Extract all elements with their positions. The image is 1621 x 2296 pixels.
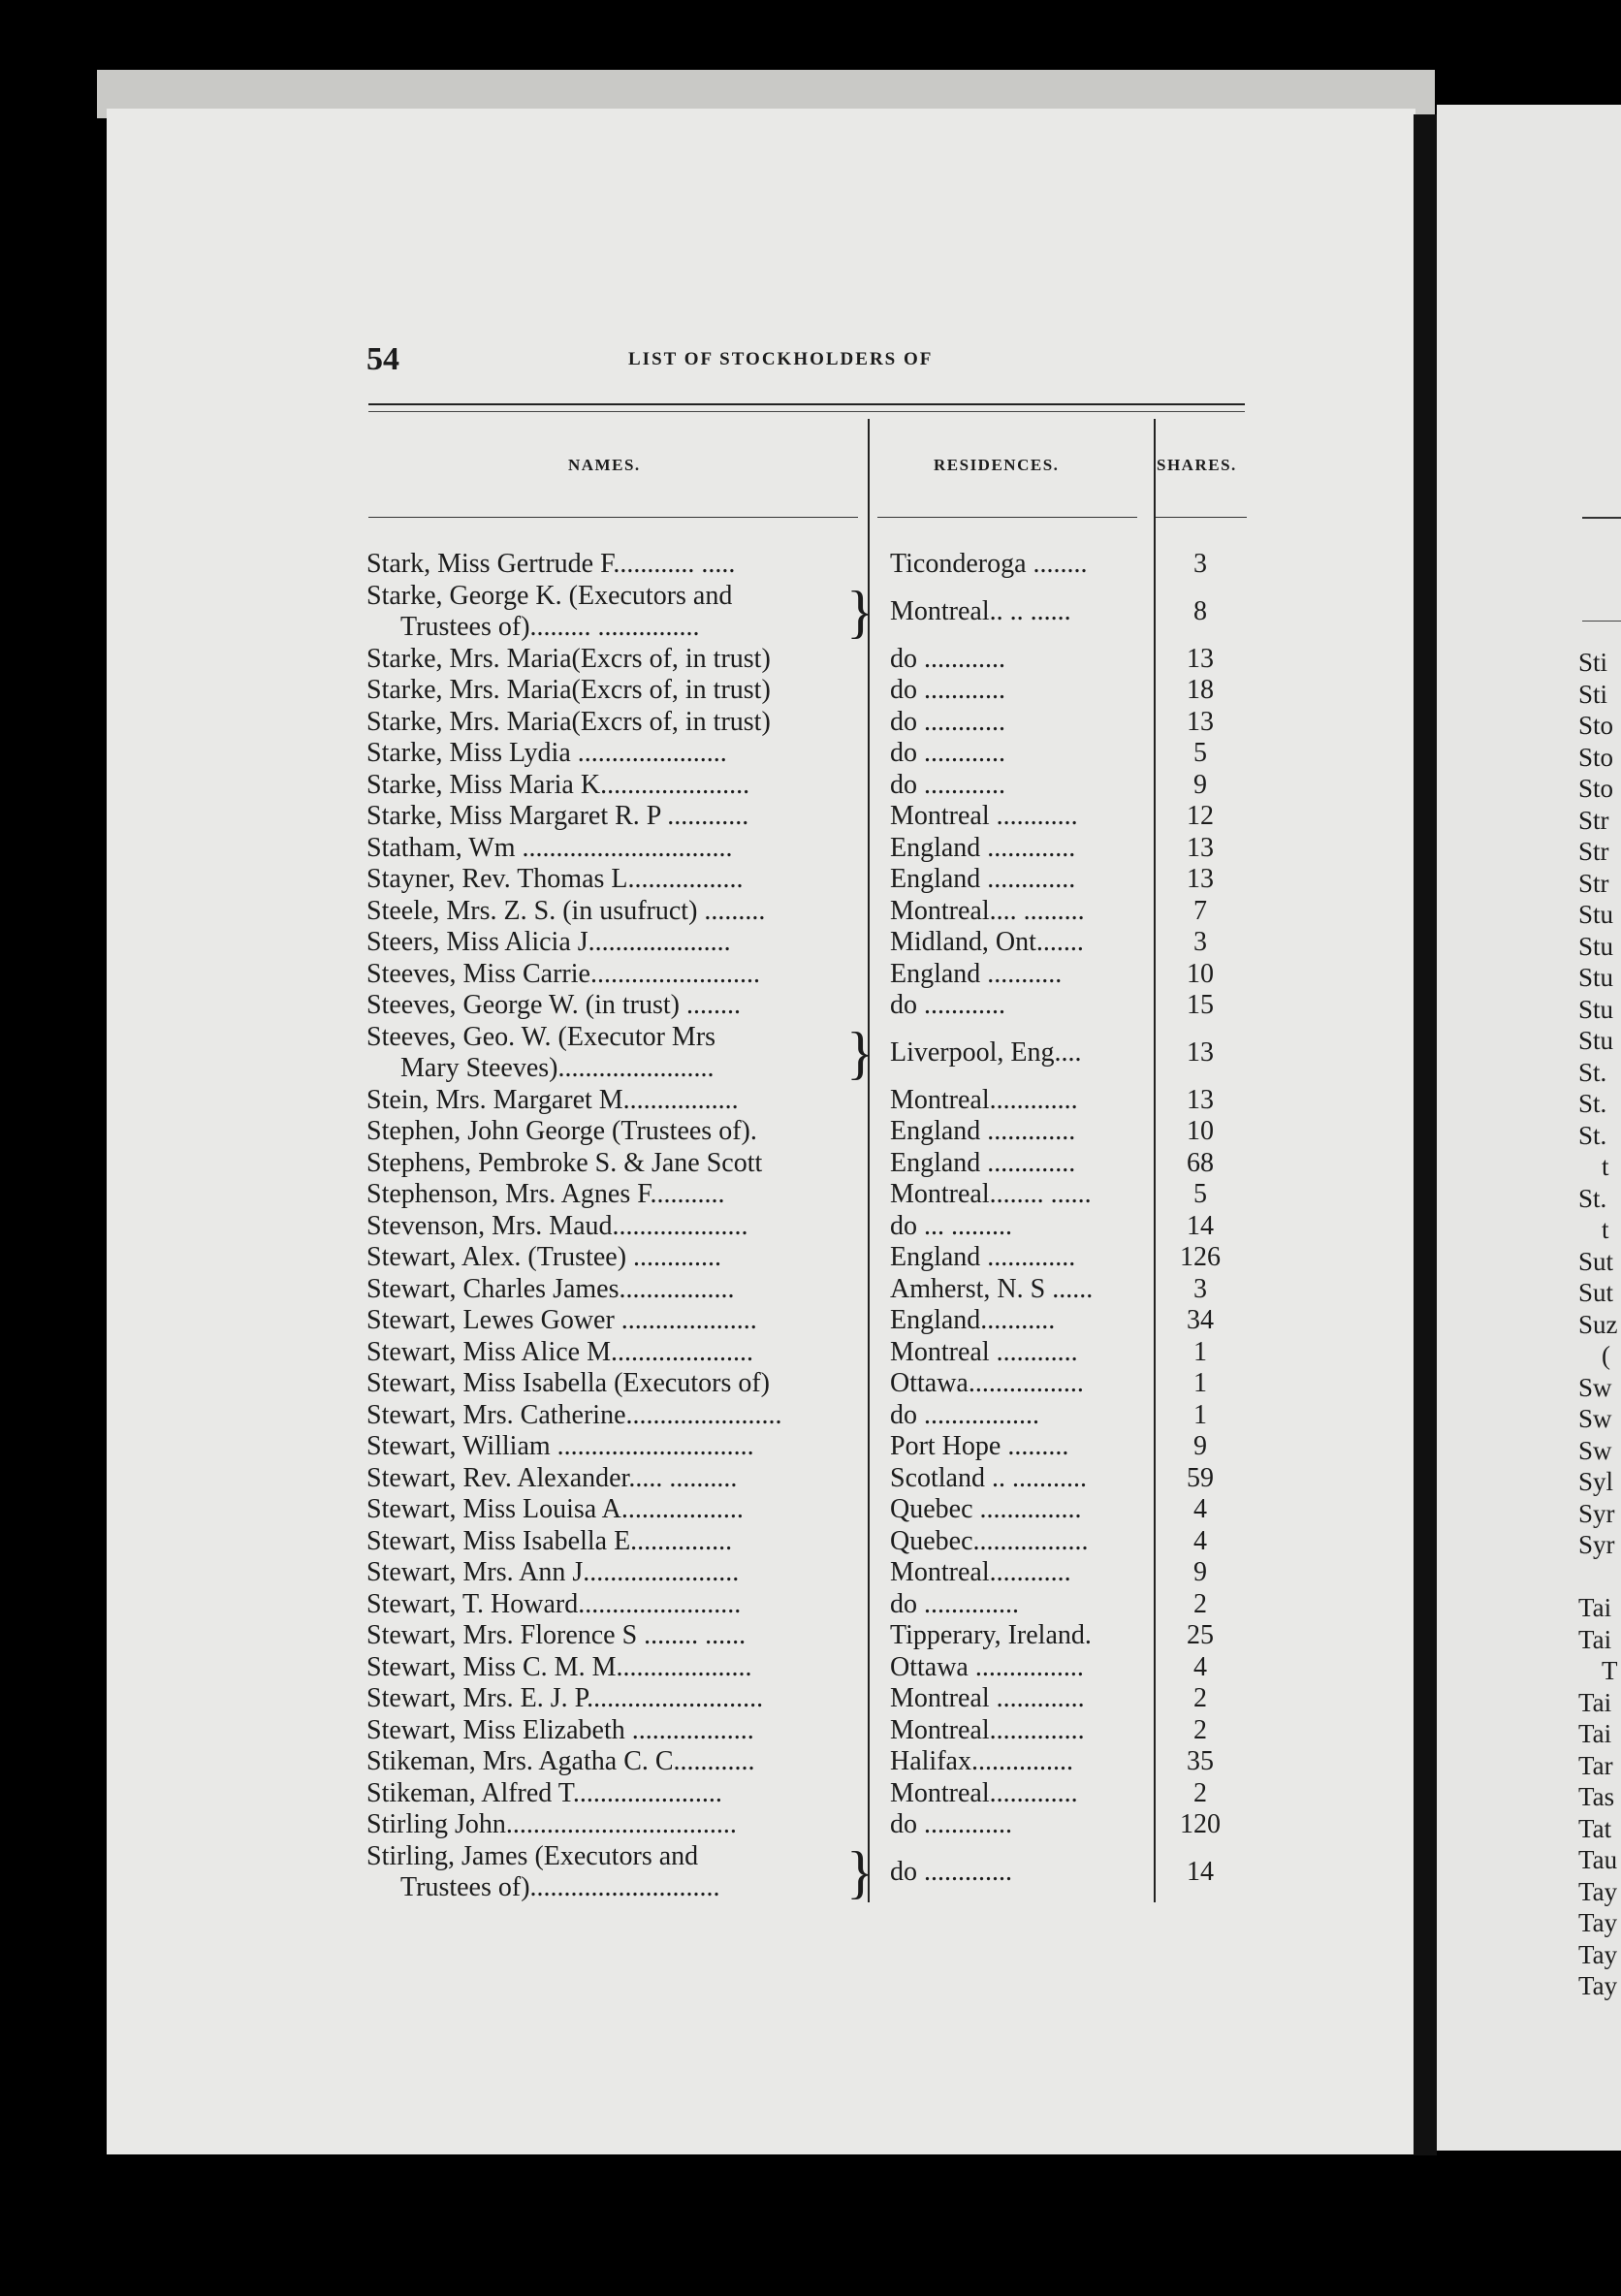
stockholder-name-line: Stewart, Miss Isabella (Executors of) (366, 1368, 770, 1398)
stockholder-name (366, 549, 861, 580)
stockholder-residence: Montreal............ (890, 1557, 1071, 1587)
stockholder-name (366, 1620, 861, 1651)
stockholder-residence: do .............. (890, 1588, 1019, 1619)
stockholder-shares: 35 (1187, 1746, 1214, 1776)
stockholder-name (366, 1652, 861, 1683)
stockholder-shares: 9 (1193, 1431, 1207, 1461)
stockholder-shares: 2 (1193, 1777, 1207, 1808)
stockholder-residence: Tipperary, Ireland. (890, 1620, 1092, 1650)
stockholder-row (366, 770, 1249, 802)
adjacent-page-fragment: St. (1578, 1089, 1607, 1118)
stockholder-row (366, 707, 1249, 739)
stockholder-residence: Liverpool, Eng.... (890, 1036, 1082, 1068)
stockholder-shares: 9 (1193, 769, 1207, 800)
page-title: LIST OF STOCKHOLDERS OF (628, 349, 934, 369)
adjacent-page-fragment: St. (1578, 1120, 1607, 1150)
stockholder-residence: England ............. (890, 864, 1076, 894)
stockholder-row (366, 1179, 1249, 1211)
stockholder-list (366, 549, 1249, 1904)
stockholder-residence: do ............ (890, 738, 1005, 768)
adjacent-page-fragment: Tai (1578, 1719, 1612, 1748)
stockholder-name (366, 770, 861, 801)
adjacent-page-fragment: Tay (1578, 1908, 1618, 1937)
stockholder-name-line: Stayner, Rev. Thomas L................. (366, 864, 744, 894)
stockholder-name (366, 1557, 861, 1588)
stockholder-name-line: Stirling, James (Executors and (366, 1840, 699, 1871)
stockholder-name-line: Stewart, Miss Alice M..................... (366, 1336, 753, 1367)
stockholder-name-line: Stewart, T. Howard........................ (366, 1588, 742, 1619)
stockholder-name-line: Starke, Miss Margaret R. P ............ (366, 801, 749, 831)
column-header-shares: SHARES. (1157, 456, 1237, 474)
stockholder-shares: 59 (1187, 1462, 1214, 1493)
stockholder-name-line: Stewart, Miss C. M. M.................... (366, 1651, 752, 1682)
stockholder-row (366, 1211, 1249, 1243)
stockholder-name-line: Stark, Miss Gertrude F............ ..... (366, 549, 736, 579)
adjacent-page-fragment: Stu (1578, 1026, 1614, 1055)
stockholder-name-continuation: Trustees of)......... ............... (400, 611, 700, 642)
stockholder-residence: Scotland .. ........... (890, 1462, 1087, 1493)
stockholder-residence: Midland, Ont....... (890, 927, 1084, 957)
stockholder-name (366, 1211, 861, 1242)
shares-header-rule (1156, 517, 1247, 518)
adjacent-page-fragment: t (1602, 1152, 1609, 1181)
column-header-residences: RESIDENCES. (934, 456, 1060, 474)
stockholder-residence: Montreal............. (890, 1777, 1078, 1808)
stockholder-name (366, 1715, 861, 1746)
stockholder-shares: 13 (1187, 643, 1214, 674)
stockholder-name (366, 896, 861, 927)
stockholder-name (366, 1746, 861, 1777)
stockholder-name (366, 959, 861, 990)
book-gutter (1414, 114, 1437, 2155)
stockholder-name (366, 1809, 861, 1840)
adjacent-page-fragment: Sw (1578, 1435, 1612, 1465)
stockholder-name (366, 644, 861, 675)
stockholder-name-line: Starke, Mrs. Maria(Excrs of, in trust) (366, 675, 771, 705)
stockholder-residence: Quebec................. (890, 1525, 1089, 1556)
stockholder-name-line: Stewart, Mrs. E. J. P.......................... (366, 1683, 764, 1713)
stockholder-shares: 1 (1193, 1368, 1207, 1398)
stockholder-name-line: Statham, Wm ............................... (366, 832, 733, 863)
stockholder-row (366, 1337, 1249, 1369)
stockholder-name-line: Stewart, Miss Elizabeth .................. (366, 1714, 754, 1745)
stockholder-residence: Montreal.............. (890, 1714, 1085, 1745)
stockholder-shares: 2 (1193, 1714, 1207, 1745)
stockholder-shares: 4 (1193, 1651, 1207, 1682)
stockholder-name (366, 1368, 861, 1399)
adjacent-page-fragment: Stu (1578, 900, 1614, 929)
stockholder-name (366, 675, 861, 706)
adjacent-page-fragment: ( (1602, 1341, 1610, 1370)
stockholder-name-line: Steers, Miss Alicia J..................... (366, 927, 731, 957)
adjacent-page-fragment: Sw (1578, 1372, 1612, 1402)
stockholder-row (366, 1809, 1249, 1841)
stockholder-residence: Ottawa................. (890, 1368, 1084, 1398)
adjacent-page-fragment: Tai (1578, 1687, 1612, 1717)
stockholder-name-line: Starke, George K. (Executors and (366, 580, 733, 611)
stockholder-shares: 5 (1193, 1179, 1207, 1209)
adjacent-page-fragment: Sto (1578, 711, 1614, 740)
stockholder-shares: 3 (1193, 927, 1207, 957)
stockholder-row (366, 1494, 1249, 1526)
stockholder-row (366, 927, 1249, 959)
stockholder-name-line: Stewart, Mrs. Florence S ........ ...... (366, 1620, 747, 1650)
stockholder-name-line: Steeves, Geo. W. (Executor Mrs (366, 1021, 716, 1052)
adjacent-page-fragment: Tay (1578, 1876, 1618, 1906)
stockholder-shares: 25 (1187, 1620, 1214, 1650)
stockholder-row (366, 1746, 1249, 1778)
stockholder-residence: England ............. (890, 1242, 1076, 1272)
stockholder-name-line: Stewart, Alex. (Trustee) ............. (366, 1242, 722, 1272)
stockholder-row (366, 1526, 1249, 1558)
stockholder-name-line: Steele, Mrs. Z. S. (in usufruct) ......... (366, 895, 766, 926)
adjacent-page-fragment: Tat (1578, 1813, 1612, 1843)
stockholder-row (366, 1557, 1249, 1589)
stockholder-name (366, 833, 861, 864)
adjacent-page-fragment: Tar (1578, 1750, 1613, 1780)
adjacent-page-fragment: Sti (1578, 679, 1608, 709)
stockholder-shares: 34 (1187, 1305, 1214, 1335)
brace-glyph: } (846, 1020, 874, 1085)
stockholder-row (366, 644, 1249, 676)
header-rule (368, 403, 1245, 405)
header-rule-thin (368, 411, 1245, 412)
stockholder-name-line: Stephen, John George (Trustees of). (366, 1116, 757, 1146)
adjacent-page-fragment: Tai (1578, 1593, 1612, 1622)
stockholder-shares: 14 (1187, 1856, 1214, 1887)
stockholder-row (366, 833, 1249, 865)
stockholder-name (366, 927, 861, 958)
stockholder-name-line: Stewart, Rev. Alexander..... .......... (366, 1462, 738, 1493)
stockholder-shares: 1 (1193, 1399, 1207, 1430)
stockholder-name (366, 1841, 861, 1903)
stockholder-row (366, 1463, 1249, 1495)
stockholder-row (366, 1683, 1249, 1715)
stockholder-row (366, 1274, 1249, 1306)
stockholder-residence: do ............ (890, 706, 1005, 737)
stockholder-name (366, 1148, 861, 1179)
stockholder-row (366, 1368, 1249, 1400)
stockholder-name-line: Stikeman, Alfred T...................... (366, 1777, 722, 1808)
adjacent-page-fragment: Sw (1578, 1404, 1612, 1433)
stockholder-name-line: Stikeman, Mrs. Agatha C. C............ (366, 1746, 755, 1776)
stockholder-shares: 14 (1187, 1210, 1214, 1241)
stockholder-shares: 7 (1193, 895, 1207, 926)
stockholder-residence: do ................. (890, 1399, 1039, 1430)
stockholder-name-line: Stewart, Mrs. Ann J....................... (366, 1557, 740, 1587)
adjacent-page-fragment: T (1602, 1656, 1618, 1685)
adjacent-page-fragment: t (1602, 1215, 1609, 1244)
adjacent-page-fragment: Stu (1578, 963, 1614, 992)
stockholder-name (366, 801, 861, 832)
stockholder-shares: 120 (1180, 1809, 1221, 1839)
stockholder-name (366, 1116, 861, 1147)
stockholder-shares: 9 (1193, 1557, 1207, 1587)
stockholder-row (366, 1778, 1249, 1810)
residences-header-rule (877, 517, 1137, 518)
stockholder-residence: Montreal........ ...... (890, 1179, 1092, 1209)
stockholder-shares: 68 (1187, 1147, 1214, 1178)
stockholder-row (366, 549, 1249, 581)
adjacent-page-fragment: Str (1578, 837, 1609, 866)
stockholder-name-line: Stewart, Lewes Gower .................... (366, 1305, 757, 1335)
stockholder-name-continuation: Mary Steeves)....................... (400, 1052, 715, 1083)
stockholder-shares: 1 (1193, 1336, 1207, 1367)
adjacent-rule (1582, 621, 1621, 622)
adjacent-rule (1582, 517, 1621, 519)
adjacent-page-fragment: Sti (1578, 648, 1608, 677)
stockholder-row (366, 1589, 1249, 1621)
stockholder-residence: Montreal ............ (890, 1336, 1078, 1367)
stockholder-residence: England ............. (890, 832, 1076, 863)
stockholder-shares: 10 (1187, 958, 1214, 989)
stockholder-residence: Ticonderoga ........ (890, 549, 1088, 579)
stockholder-shares: 2 (1193, 1683, 1207, 1713)
stockholder-name-line: Stein, Mrs. Margaret M................. (366, 1084, 739, 1115)
brace-glyph: } (846, 579, 874, 644)
stockholder-row (366, 896, 1249, 928)
stockholder-residence: Port Hope ......... (890, 1431, 1069, 1461)
stockholder-residence: Montreal ............ (890, 801, 1078, 831)
stockholder-name (366, 1683, 861, 1714)
adjacent-page-fragment: Syr (1578, 1498, 1615, 1528)
stockholder-row (366, 581, 1249, 644)
adjacent-page-fragment: Tau (1578, 1845, 1618, 1874)
stockholder-row (366, 959, 1249, 991)
adjacent-page-fragment: Syl (1578, 1467, 1614, 1496)
stockholder-name-line: Stevenson, Mrs. Maud.................... (366, 1210, 748, 1241)
stockholder-name-line: Starke, Mrs. Maria(Excrs of, in trust) (366, 643, 771, 674)
stockholder-shares: 3 (1193, 1273, 1207, 1304)
adjacent-page-fragment: Str (1578, 868, 1609, 898)
stockholder-residence: do ............ (890, 675, 1005, 705)
stockholder-name (366, 864, 861, 895)
stockholder-name-line: Stewart, Miss Louisa A.................. (366, 1494, 744, 1524)
adjacent-page (1437, 105, 1621, 2151)
stockholder-name (366, 1431, 861, 1462)
stockholder-residence: Quebec ............... (890, 1494, 1082, 1524)
stockholder-row (366, 1400, 1249, 1432)
stockholder-name (366, 1778, 861, 1809)
stockholder-row (366, 1620, 1249, 1652)
stockholder-residence: do ............. (890, 1809, 1012, 1839)
adjacent-page-fragment: Tay (1578, 1971, 1618, 2000)
stockholder-shares: 8 (1193, 595, 1207, 626)
stockholder-residence: Montreal.. .. ...... (890, 595, 1071, 626)
stockholder-row (366, 1715, 1249, 1747)
stockholder-shares: 12 (1187, 801, 1214, 831)
stockholder-residence: do ............ (890, 643, 1005, 674)
stockholder-residence: do ............. (890, 1856, 1012, 1887)
stockholder-shares: 5 (1193, 738, 1207, 768)
stockholder-name (366, 1526, 861, 1557)
stockholder-shares: 13 (1187, 706, 1214, 737)
stockholder-shares: 10 (1187, 1116, 1214, 1146)
adjacent-page-fragment: Suz (1578, 1309, 1618, 1339)
page-number: 54 (366, 341, 399, 377)
stockholder-name (366, 707, 861, 738)
stockholder-name (366, 1400, 861, 1431)
stockholder-residence: Montreal.... ......... (890, 895, 1085, 926)
stockholder-row (366, 1242, 1249, 1274)
page-header (366, 341, 1249, 380)
stockholder-row (366, 738, 1249, 770)
stockholder-name-line: Stewart, William ............................. (366, 1431, 754, 1461)
stockholder-name (366, 1589, 861, 1620)
stockholder-shares: 13 (1187, 1084, 1214, 1115)
stockholder-shares: 4 (1193, 1525, 1207, 1556)
stockholder-shares: 126 (1180, 1242, 1221, 1272)
stockholder-row (366, 1431, 1249, 1463)
stockholder-name-line: Steeves, George W. (in trust) ........ (366, 990, 741, 1020)
stockholder-name (366, 1494, 861, 1525)
stockholder-name-line: Starke, Miss Lydia ...................... (366, 738, 727, 768)
stockholder-name (366, 990, 861, 1021)
adjacent-page-fragment: St. (1578, 1057, 1607, 1087)
names-header-rule (368, 517, 858, 518)
stockholder-row (366, 864, 1249, 896)
stockholder-name (366, 1305, 861, 1336)
stockholder-row (366, 1148, 1249, 1180)
stockholder-residence: do ............ (890, 990, 1005, 1020)
column-header-names: NAMES. (568, 456, 641, 474)
stockholder-residence: do ... ......... (890, 1210, 1012, 1241)
stockholder-name-line: Stewart, Mrs. Catherine....................... (366, 1399, 782, 1430)
stockholder-row (366, 1085, 1249, 1117)
stockholder-shares: 2 (1193, 1588, 1207, 1619)
adjacent-page-fragment: Stu (1578, 994, 1614, 1024)
stockholder-name (366, 1179, 861, 1210)
brace-glyph: } (846, 1839, 874, 1904)
stockholder-name (366, 1242, 861, 1273)
stockholder-shares: 3 (1193, 549, 1207, 579)
adjacent-page-fragment: Str (1578, 805, 1609, 835)
stockholder-name-line: Starke, Miss Maria K...................... (366, 769, 750, 800)
stockholder-name-line: Stephenson, Mrs. Agnes F........... (366, 1179, 725, 1209)
stockholder-name (366, 1463, 861, 1494)
stockholder-name (366, 1022, 861, 1084)
stockholder-residence: England........... (890, 1305, 1056, 1335)
stockholder-name (366, 581, 861, 643)
stockholder-name-line: Steeves, Miss Carrie......................... (366, 958, 760, 989)
stockholder-shares: 13 (1187, 1036, 1214, 1068)
stockholder-name (366, 1085, 861, 1116)
adjacent-page-fragment: Syr (1578, 1530, 1615, 1559)
adjacent-page-fragment: Tai (1578, 1624, 1612, 1654)
stockholder-shares: 18 (1187, 675, 1214, 705)
stockholder-name-line: Stewart, Miss Isabella E............... (366, 1525, 733, 1556)
stockholder-shares: 4 (1193, 1494, 1207, 1524)
stockholder-name-line: Stephens, Pembroke S. & Jane Scott (366, 1147, 763, 1178)
stockholder-shares: 13 (1187, 864, 1214, 894)
stockholder-residence: England ............. (890, 1147, 1076, 1178)
stockholder-residence: England ........... (890, 958, 1063, 989)
stockholder-residence: Montreal............. (890, 1084, 1078, 1115)
stockholder-row (366, 990, 1249, 1022)
stockholder-row (366, 1305, 1249, 1337)
stockholder-row (366, 1841, 1249, 1904)
stockholder-residence: England ............. (890, 1116, 1076, 1146)
adjacent-page-fragment: Tay (1578, 1939, 1618, 1969)
stockholder-row (366, 1652, 1249, 1684)
stockholder-residence: Halifax............... (890, 1746, 1073, 1776)
stockholder-residence: Amherst, N. S ...... (890, 1273, 1094, 1304)
stockholder-residence: Ottawa ................ (890, 1651, 1084, 1682)
adjacent-page-fragment: Sut (1578, 1278, 1614, 1307)
adjacent-page-fragment: Sto (1578, 774, 1614, 803)
stockholder-name-continuation: Trustees of)............................ (400, 1871, 720, 1902)
stockholder-name-line: Starke, Mrs. Maria(Excrs of, in trust) (366, 706, 771, 737)
stockholder-row (366, 801, 1249, 833)
adjacent-page-fragment: Sto (1578, 742, 1614, 772)
stockholder-name-line: Stewart, Charles James................. (366, 1273, 735, 1304)
stockholder-name (366, 1337, 861, 1368)
stockholder-shares: 13 (1187, 832, 1214, 863)
stockholder-name-line: Stirling John.................................. (366, 1809, 737, 1839)
stockholder-row (366, 675, 1249, 707)
stockholder-name (366, 1274, 861, 1305)
stockholder-name (366, 738, 861, 769)
adjacent-page-fragment: Sut (1578, 1246, 1614, 1276)
adjacent-page-fragment: St. (1578, 1183, 1607, 1213)
stockholder-residence: do ............ (890, 769, 1005, 800)
adjacent-page-fragment: Tas (1578, 1782, 1615, 1811)
stockholder-shares: 15 (1187, 990, 1214, 1020)
stockholder-residence: Montreal ............. (890, 1683, 1085, 1713)
stockholder-row (366, 1116, 1249, 1148)
stockholder-row (366, 1022, 1249, 1085)
adjacent-page-fragment: Stu (1578, 931, 1614, 961)
